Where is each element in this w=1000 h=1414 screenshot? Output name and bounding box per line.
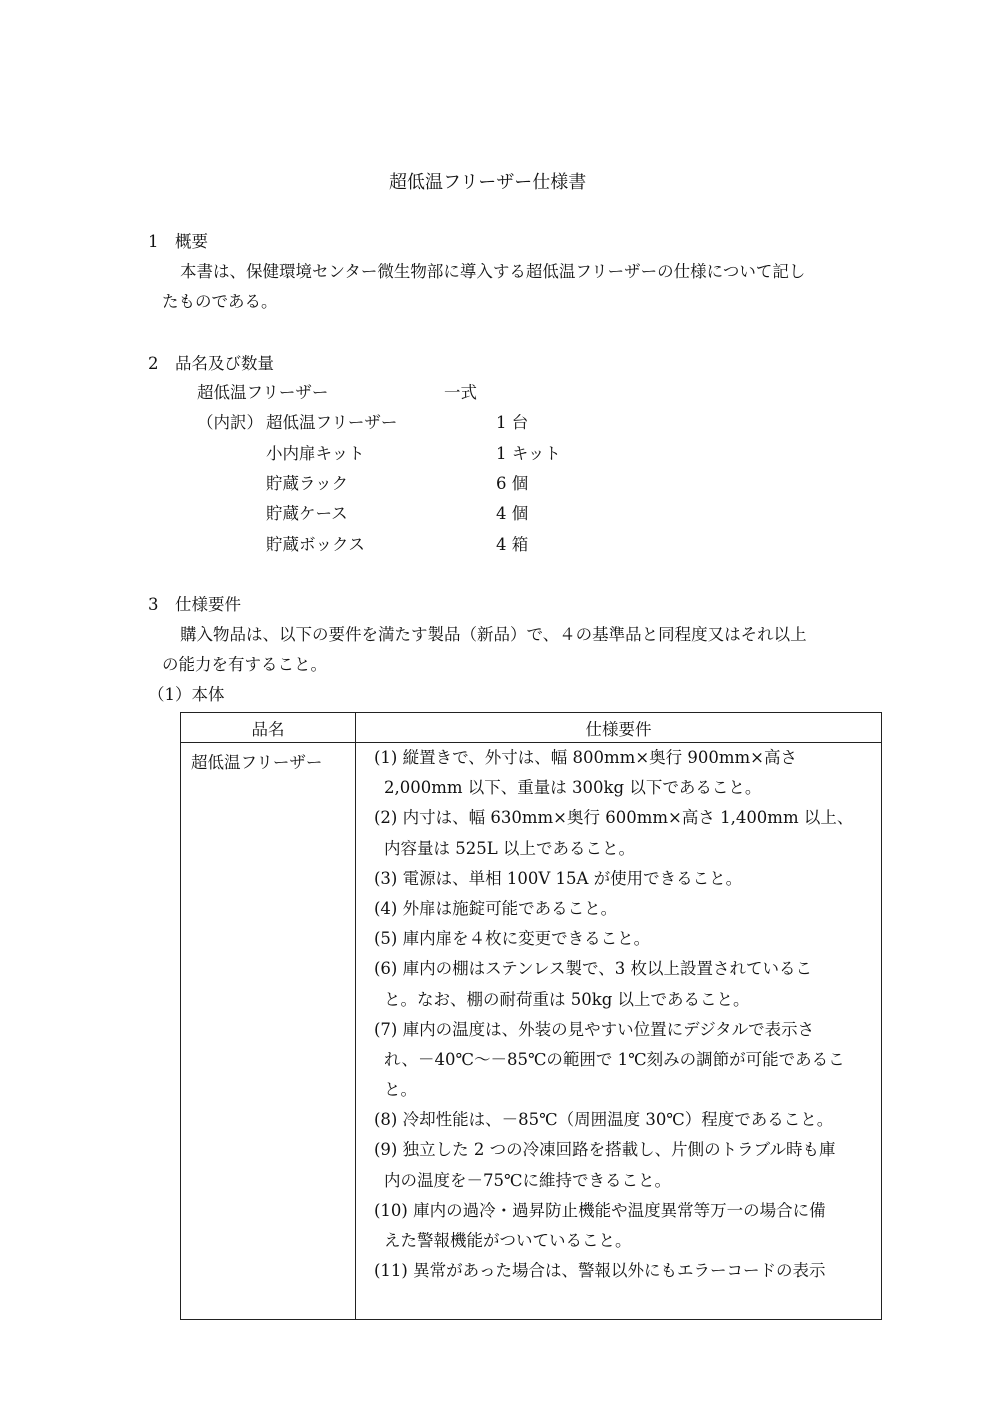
main-item-quantity: 一式	[444, 383, 477, 402]
requirement-line: (5) 庫内扉を４枚に変更できること。	[374, 929, 651, 949]
item-name: 小内扉キット	[266, 444, 365, 463]
requirements-list	[356, 743, 881, 1319]
section-1-heading: 1 概要	[148, 232, 208, 251]
section-2-heading: 2 品名及び数量	[148, 354, 274, 373]
requirement-line: と。	[384, 1080, 417, 1100]
document-title: 超低温フリーザー仕様書	[389, 172, 587, 193]
requirement-line: (10) 庫内の過冷・過昇防止機能や温度異常等万一の場合に備	[374, 1200, 826, 1220]
breakdown-label: （内訳）	[197, 413, 263, 432]
requirement-line: (2) 内寸は、幅 630mm×奥行 600mm×高さ 1,400mm 以上、	[374, 808, 854, 828]
subsection-heading: （1）本体	[148, 685, 225, 704]
requirement-line: (3) 電源は、単相 100V 15A が使用できること。	[374, 868, 743, 888]
item-quantity: 6 個	[496, 474, 529, 493]
item-quantity: 4 個	[496, 504, 529, 523]
spec-table	[180, 712, 882, 1320]
table-row	[181, 743, 882, 1320]
item-quantity: 1 台	[496, 413, 529, 432]
requirements-cell	[356, 743, 882, 1320]
item-quantity: 1 キット	[496, 444, 561, 463]
requirement-line: (7) 庫内の温度は、外装の見やすい位置にデジタルで表示さ	[374, 1019, 815, 1039]
section-1-text-line-1: 本書は、保健環境センター微生物部に導入する超低温フリーザーの仕様について記し	[180, 262, 806, 281]
requirement-line: (1) 縦置きで、外寸は、幅 800mm×奥行 900mm×高さ	[374, 748, 797, 767]
item-name: 貯蔵ボックス	[266, 535, 365, 554]
main-item-name: 超低温フリーザー	[197, 383, 329, 402]
requirement-line: (8) 冷却性能は、－85℃（周囲温度 30℃）程度であること。	[374, 1110, 834, 1130]
requirement-line: (4) 外扉は施錠可能であること。	[374, 898, 618, 918]
requirement-line: と。なお、棚の耐荷重は 50kg 以上であること。	[384, 989, 750, 1009]
section-3-text-line-2: の能力を有すること。	[162, 655, 327, 674]
requirement-line: (9) 独立した 2 つの冷凍回路を搭載し、片側のトラブル時も庫	[374, 1140, 836, 1160]
section-1-text-line-2: たものである。	[162, 292, 278, 311]
requirement-line: (11) 異常があった場合は、警報以外にもエラーコードの表示	[374, 1261, 826, 1281]
item-name: 貯蔵ケース	[266, 504, 348, 523]
row-item-name-text: 超低温フリーザー	[191, 753, 323, 772]
row-item-name	[181, 743, 356, 1320]
item-quantity: 4 箱	[496, 535, 529, 554]
item-name: 貯蔵ラック	[266, 474, 349, 493]
requirement-line: 内の温度を－75℃に維持できること。	[384, 1170, 671, 1190]
table-header-row	[181, 713, 882, 743]
requirement-line: えた警報機能がついていること。	[384, 1231, 632, 1250]
header-item-name: 品名	[181, 713, 356, 743]
section-3-heading: 3 仕様要件	[148, 595, 241, 614]
header-requirements: 仕様要件	[356, 713, 882, 743]
requirement-line: 内容量は 525L 以上であること。	[384, 838, 635, 858]
requirement-line: れ、－40℃～－85℃の範囲で 1℃刻みの調節が可能であるこ	[384, 1049, 845, 1069]
section-3-text-line-1: 購入物品は、以下の要件を満たす製品（新品）で、４の基準品と同程度又はそれ以上	[180, 625, 807, 644]
item-name: 超低温フリーザー	[266, 413, 398, 432]
requirement-line: (6) 庫内の棚はステンレス製で、3 枚以上設置されているこ	[374, 959, 812, 979]
requirement-line: 2,000mm 以下、重量は 300kg 以下であること。	[384, 778, 762, 798]
